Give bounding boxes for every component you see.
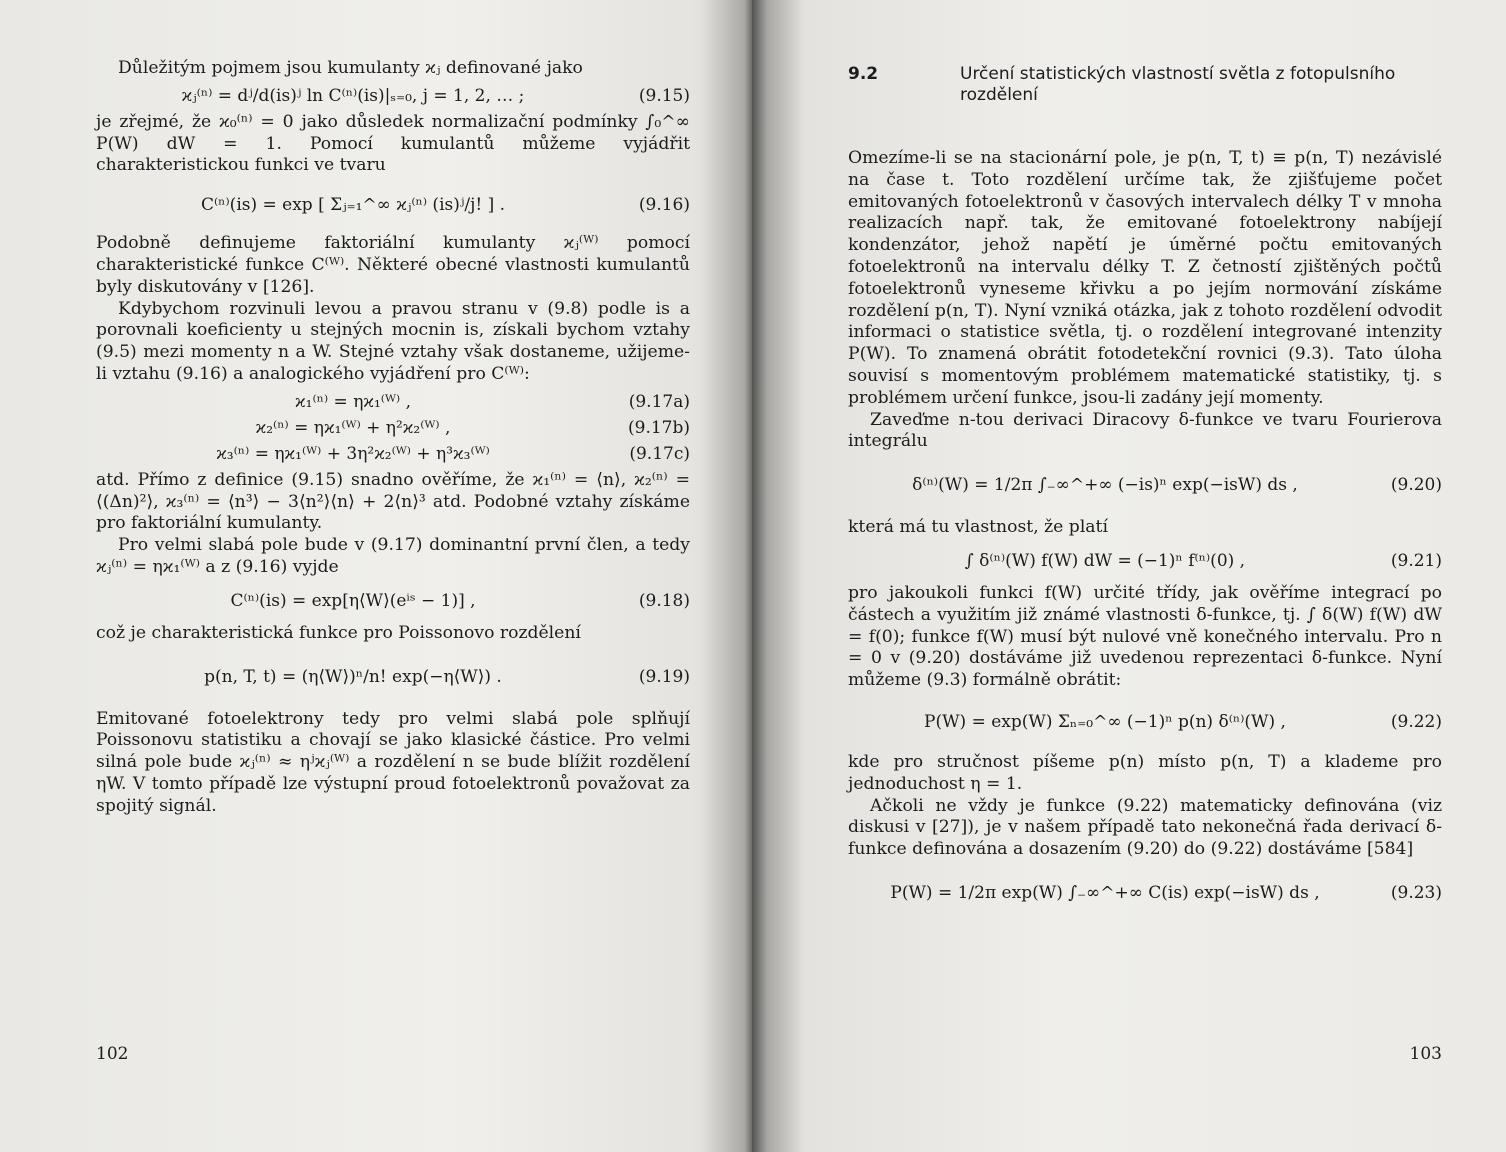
equation-body: C⁽ⁿ⁾(is) = exp [ Σⱼ₌₁^∞ ϰⱼ⁽ⁿ⁾ (is)ʲ/j! ] .	[200, 195, 506, 216]
paragraph: Omezíme-li se na stacionární pole, je p(n, T, t) ≡ p(n, T) nezávislé na čase t. Toto rozdělení určíme tak, že zjišťujeme počet emitovaných fotoelektronů v časových intervalech délky T v mnoha realizacích např. tak, že emitované fotoelektrony nabíjejí kondenzátor, jehož napětí je úměrné počtu emitovaných fotoelektronů na intervalu délky T. Z četností zjištěných počtů fotoelektronů vyneseme křivku a po jejím normování získáme rozdělení p(n, T). Nyní vzniká otázka, jak z tohoto rozdělení odvodit informaci o statistice světla, tj. o rozdělení integrované intenzity P(W). To znamená obrátit fotodetekční rovnici (9.3). Tato úloha souvisí s momentovým problémem matematické statistiky, tj. s problémem určení funkce, jsou-li zadány její momenty.	[848, 148, 1442, 408]
equation-9-17c	[96, 444, 690, 464]
equation-body: ϰ₁⁽ⁿ⁾ = ηϰ₁⁽ᵂ⁾ ,	[295, 391, 411, 412]
paragraph: Emitované fotoelektrony tedy pro velmi slabá pole splňují Poissonovu statistiku a chovají se jako klasické částice. Pro velmi silná pole bude ϰⱼ⁽ⁿ⁾ ≈ ηʲϰⱼ⁽ᵂ⁾ a rozdělení n se bude blížit rozdělení ηW. V tomto případě lze výstupní proud fotoelektronů považovat za spojitý signál.	[96, 708, 690, 816]
section-title: Určení statistických vlastností světla z fotopulsního rozdělení	[960, 64, 1396, 105]
equation-body: P(W) = exp(W) Σₙ₌₀^∞ (−1)ⁿ p(n) δ⁽ⁿ⁾(W) ,	[924, 711, 1286, 732]
equation-9-17b	[96, 418, 690, 438]
equation-body: ∫ δ⁽ⁿ⁾(W) f(W) dW = (−1)ⁿ f⁽ⁿ⁾(0) ,	[964, 550, 1246, 571]
paragraph: Důležitým pojmem jsou kumulanty ϰⱼ definované jako	[118, 58, 583, 78]
equation-9-16	[96, 195, 690, 215]
equation-body: C⁽ⁿ⁾(is) = exp[η⟨W⟩(eⁱˢ − 1)] ,	[230, 590, 476, 611]
left-page-text	[0, 0, 752, 1152]
equation-9-15	[96, 86, 690, 106]
paragraph: což je charakteristická funkce pro Poissonovo rozdělení	[96, 622, 581, 643]
equation-body: P(W) = 1/2π exp(W) ∫₋∞^+∞ C(is) exp(−isW) ds ,	[890, 882, 1320, 903]
section-number: 9.2	[848, 64, 879, 84]
equation-9-20	[848, 475, 1442, 495]
equation-number: (9.19)	[638, 666, 690, 687]
paragraph: Ačkoli ne vždy je funkce (9.22) matematicky definována (viz diskusi v [27]), je v našem případě tato nekonečná řada derivací δ-funkce definována a dosazením (9.20) do (9.22) dostáváme [584]	[848, 795, 1442, 860]
equation-body: p(n, T, t) = (η⟨W⟩)ⁿ/n! exp(−η⟨W⟩) .	[204, 666, 502, 687]
paragraph: kde pro stručnost píšeme p(n) místo p(n, T) a klademe pro jednoduchost η = 1.	[848, 751, 1442, 794]
paragraph: Zaveďme n-tou derivaci Diracovy δ-funkce ve tvaru Fourierova integrálu	[848, 409, 1442, 452]
equation-body: ϰ₂⁽ⁿ⁾ = ηϰ₁⁽ᵂ⁾ + η²ϰ₂⁽ᵂ⁾ ,	[255, 417, 451, 438]
equation-number: (9.15)	[638, 85, 690, 106]
equation-9-17a	[96, 392, 690, 412]
paragraph: Kdybychom rozvinuli levou a pravou stranu v (9.8) podle is a porovnali koeficienty u stejných mocnin is, získali bychom vztahy (9.5) mezi momenty n a W. Stejné vztahy však dostaneme, užijeme-li vztahu (9.16) a analogického vyjádření pro C⁽ᵂ⁾:	[96, 298, 690, 384]
paragraph: je zřejmé, že ϰ₀⁽ⁿ⁾ = 0 jako důsledek normalizační podmínky ∫₀^∞ P(W) dW = 1. Pomocí kumulantů můžeme vyjádřit charakteristickou funkci ve tvaru	[96, 111, 690, 176]
equation-number: (9.23)	[1390, 882, 1442, 903]
equation-number: (9.17a)	[628, 391, 690, 412]
equation-body: δ⁽ⁿ⁾(W) = 1/2π ∫₋∞^+∞ (−is)ⁿ exp(−isW) ds ,	[912, 475, 1298, 496]
right-page-text	[752, 0, 1506, 1152]
equation-number: (9.20)	[1390, 475, 1442, 496]
page-number: 102	[96, 1044, 129, 1064]
right-page	[752, 0, 1506, 1152]
equation-number: (9.18)	[638, 590, 690, 611]
equation-9-19	[96, 667, 690, 687]
paragraph: která má tu vlastnost, že platí	[848, 517, 1108, 538]
equation-number: (9.21)	[1390, 550, 1442, 571]
page-number: 103	[1409, 1044, 1442, 1064]
paragraph: Pro velmi slabá pole bude v (9.17) dominantní první člen, a tedy ϰⱼ⁽ⁿ⁾ = ηϰ₁⁽ᵂ⁾ a z (9.16) vyjde	[96, 535, 690, 577]
equation-9-22	[848, 712, 1442, 732]
left-page	[0, 0, 752, 1152]
paragraph: atd. Přímo z definice (9.15) snadno ověříme, že ϰ₁⁽ⁿ⁾ = ⟨n⟩, ϰ₂⁽ⁿ⁾ = ⟨(Δn)²⟩, ϰ₃⁽ⁿ⁾ = ⟨n³⟩ − 3⟨n²⟩⟨n⟩ + 2⟨n⟩³ atd. Podobné vztahy získáme pro faktoriální kumulanty.	[96, 469, 690, 534]
equation-9-23	[848, 883, 1442, 903]
equation-9-21	[848, 551, 1442, 571]
equation-body: ϰ₃⁽ⁿ⁾ = ηϰ₁⁽ᵂ⁾ + 3η²ϰ₂⁽ᵂ⁾ + η³ϰ₃⁽ᵂ⁾	[216, 443, 490, 464]
paragraph: pro jakoukoli funkci f(W) určité třídy, jak ověříme integrací po částech a využitím již známé vlastnosti δ-funkce, tj. ∫ δ(W) f(W) dW = f(0); funkce f(W) musí být nulové vně konečného intervalu. Pro n = 0 v (9.20) dostáváme již uvedenou reprezentaci δ-funkce. Nyní můžeme (9.3) formálně obrátit:	[848, 582, 1442, 691]
equation-number: (9.17b)	[628, 417, 690, 438]
equation-number: (9.22)	[1390, 711, 1442, 732]
equation-number: (9.16)	[638, 195, 690, 216]
equation-9-18	[96, 591, 690, 611]
equation-number: (9.17c)	[629, 443, 690, 464]
section-heading	[848, 64, 1442, 106]
equation-body: ϰⱼ⁽ⁿ⁾ = dʲ/d(is)ʲ ln C⁽ⁿ⁾(is)|ₛ₌₀, j = 1, 2, … ;	[181, 85, 525, 106]
paragraph: Podobně definujeme faktoriální kumulanty ϰⱼ⁽ᵂ⁾ pomocí charakteristické funkce C⁽ᵂ⁾. Některé obecné vlastnosti kumulantů byly diskutovány v [126].	[96, 233, 690, 297]
